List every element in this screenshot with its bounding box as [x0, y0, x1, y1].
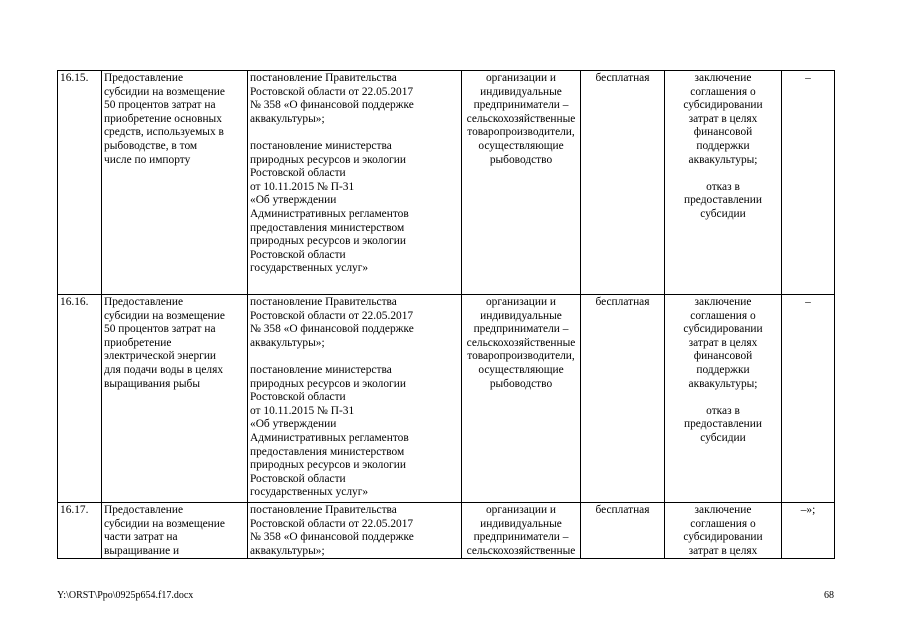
text-line: субсидии на возмещение — [104, 85, 225, 98]
legal-basis-cell — [248, 71, 462, 295]
text-line: рыбоводство — [489, 377, 553, 390]
text-line: Ростовской области — [250, 472, 346, 485]
text-line: аквакультуры»; — [250, 336, 325, 349]
text-line: товаропроизводители, — [467, 350, 575, 363]
recipients-cell — [462, 503, 581, 559]
row-number: 16.16. — [58, 295, 102, 503]
text-line: субсидировании — [683, 531, 763, 544]
text-line: от 10.11.2015 № П-31 — [250, 180, 355, 193]
legal-basis-cell — [248, 295, 462, 503]
row-number: 16.17. — [58, 503, 102, 559]
text-line: для подачи воды в целях — [104, 363, 224, 376]
text-line: аквакультуры»; — [250, 544, 325, 557]
text-line: предоставления министерством — [250, 221, 405, 234]
text-line: предоставлении — [684, 194, 762, 207]
text-line: затрат в целях — [688, 336, 758, 349]
row-number: 16.15. — [58, 71, 102, 295]
text-line: Предоставление — [104, 296, 184, 308]
note-cell: – — [782, 295, 835, 503]
paragraph-gap — [250, 126, 459, 140]
text-line: отказ в — [706, 180, 740, 193]
text-line: приобретение — [104, 336, 172, 349]
text-line: предприниматели – — [473, 531, 569, 544]
text-line: заключение — [694, 296, 752, 308]
result-cell — [665, 71, 782, 295]
paragraph-gap — [667, 391, 779, 405]
text-line: «Об утверждении — [250, 194, 337, 207]
result-cell — [665, 503, 782, 559]
service-name-cell — [102, 295, 248, 503]
recipients-cell — [462, 71, 581, 295]
text-line: постановление министерства — [250, 139, 392, 152]
text-line: Административных регламентов — [250, 431, 409, 444]
table-row — [58, 503, 835, 559]
text-line: Предоставление — [104, 504, 184, 516]
note-cell: –»; — [782, 503, 835, 559]
text-line: аквакультуры»; — [250, 112, 325, 125]
paragraph-gap — [667, 167, 779, 181]
text-line: сельскохозяйственные — [466, 112, 576, 125]
text-line: рыбоводство — [489, 153, 553, 166]
text-line: товаропроизводители, — [467, 126, 575, 139]
text-line: Ростовской области от 22.05.2017 — [250, 309, 414, 322]
text-line: заключение — [694, 504, 752, 516]
service-name-cell — [102, 71, 248, 295]
file-path: Y:\ORST\Ppo\0925p654.f17.docx — [57, 590, 194, 601]
fee-cell: бесплатная — [581, 295, 665, 503]
text-line: постановление Правительства — [250, 504, 397, 516]
text-line: природных ресурсов и экологии — [250, 235, 406, 248]
text-line: осуществляющие — [478, 363, 564, 376]
text-line: «Об утверждении — [250, 418, 337, 431]
text-line: Ростовской области от 22.05.2017 — [250, 85, 414, 98]
text-line: индивидуальные — [480, 517, 562, 530]
text-line: природных ресурсов и экологии — [250, 377, 406, 390]
text-line: рыбоводстве, в том — [104, 139, 198, 152]
text-line: Административных регламентов — [250, 207, 409, 220]
table-row — [58, 295, 835, 503]
text-line: приобретение основных — [104, 112, 222, 125]
text-line: организации и — [485, 296, 557, 308]
text-line: Ростовской области — [250, 167, 346, 180]
text-line: 50 процентов затрат на — [104, 99, 216, 112]
fee-cell: бесплатная — [581, 71, 665, 295]
text-line: сельскохозяйственные — [466, 544, 576, 557]
text-line: части затрат на — [104, 531, 178, 544]
fee-cell: бесплатная — [581, 503, 665, 559]
text-line: отказ в — [706, 404, 740, 417]
text-line: предоставления министерством — [250, 445, 405, 458]
text-line: аквакультуры; — [688, 377, 758, 390]
text-line: числе по импорту — [104, 153, 191, 166]
text-line: № 358 «О финансовой поддержке — [250, 531, 414, 544]
text-line: субсидировании — [683, 323, 763, 336]
text-line: предприниматели – — [473, 323, 569, 336]
text-line: Ростовской области — [250, 391, 346, 404]
text-line: государственных услуг» — [250, 486, 369, 499]
text-line: организации и — [485, 72, 557, 84]
service-name-cell — [102, 503, 248, 559]
text-line: поддержки — [696, 139, 750, 152]
text-line: осуществляющие — [478, 139, 564, 152]
text-line: сельскохозяйственные — [466, 336, 576, 349]
text-line: субсидии — [700, 431, 746, 444]
text-line: заключение — [694, 72, 752, 84]
text-line: Предоставление — [104, 72, 184, 84]
text-line: электрической энергии — [104, 350, 217, 363]
text-line: постановление Правительства — [250, 72, 397, 84]
text-line: выращивания рыбы — [104, 377, 201, 390]
text-line: субсидии на возмещение — [104, 309, 225, 322]
text-line: постановление министерства — [250, 363, 392, 376]
recipients-cell — [462, 295, 581, 503]
text-line: природных ресурсов и экологии — [250, 459, 406, 472]
text-line: Ростовской области от 22.05.2017 — [250, 517, 414, 530]
text-line: Ростовской области — [250, 248, 346, 261]
text-line: от 10.11.2015 № П-31 — [250, 404, 355, 417]
text-line: соглашения о — [690, 85, 756, 98]
text-line: организации и — [485, 504, 557, 516]
legal-basis-cell — [248, 503, 462, 559]
text-line: № 358 «О финансовой поддержке — [250, 99, 414, 112]
text-line: постановление Правительства — [250, 296, 397, 308]
text-line: № 358 «О финансовой поддержке — [250, 323, 414, 336]
text-line: предприниматели – — [473, 99, 569, 112]
result-cell — [665, 295, 782, 503]
services-table — [57, 70, 835, 559]
text-line: субсидии — [700, 207, 746, 220]
text-line: 50 процентов затрат на — [104, 323, 216, 336]
text-line: субсидии на возмещение — [104, 517, 225, 530]
text-line: средств, используемых в — [104, 126, 224, 139]
text-line: соглашения о — [690, 517, 756, 530]
note-cell: – — [782, 71, 835, 295]
text-line: поддержки — [696, 363, 750, 376]
text-line: аквакультуры; — [688, 153, 758, 166]
text-line: соглашения о — [690, 309, 756, 322]
paragraph-gap — [250, 350, 459, 364]
text-line: затрат в целях — [688, 544, 758, 557]
page-number: 68 — [824, 590, 834, 601]
text-line: предоставлении — [684, 418, 762, 431]
text-line: субсидировании — [683, 99, 763, 112]
text-line: индивидуальные — [480, 85, 562, 98]
text-line: затрат в целях — [688, 112, 758, 125]
table-row — [58, 71, 835, 295]
text-line: выращивание и — [104, 544, 180, 557]
text-line: финансовой — [693, 350, 753, 363]
text-line: природных ресурсов и экологии — [250, 153, 406, 166]
text-line: государственных услуг» — [250, 262, 369, 275]
text-line: индивидуальные — [480, 309, 562, 322]
text-line: финансовой — [693, 126, 753, 139]
